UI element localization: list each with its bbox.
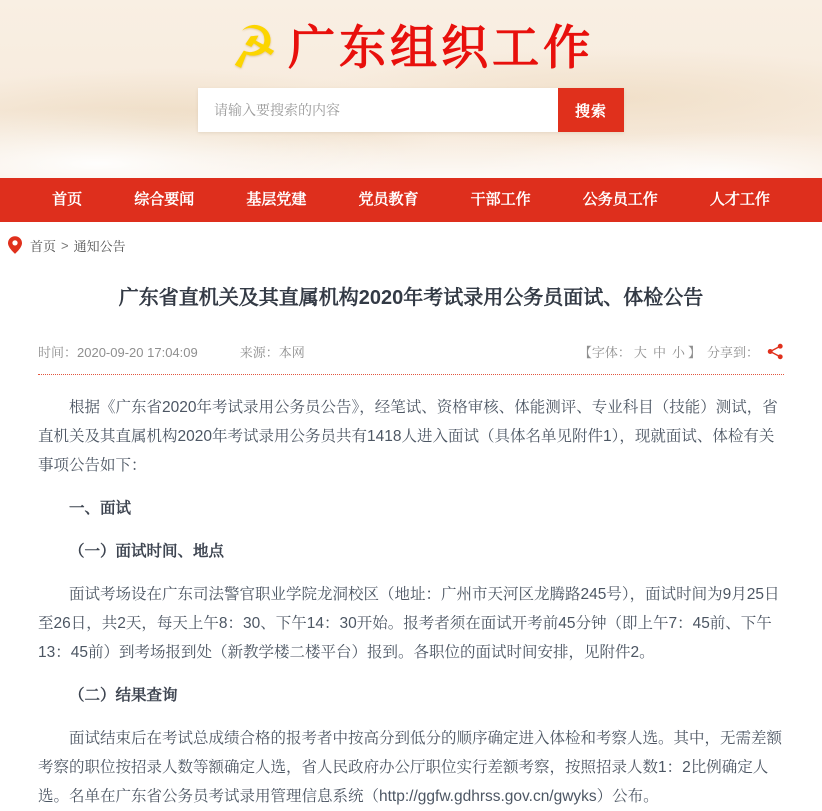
breadcrumb	[0, 222, 822, 256]
article-meta-row	[38, 342, 784, 375]
article	[0, 284, 822, 811]
font-size-large-button[interactable]: 大	[633, 345, 647, 360]
font-block-open: 【字体：	[578, 345, 631, 360]
site-header	[0, 0, 822, 178]
meta-right	[579, 342, 784, 361]
search-input[interactable]	[198, 88, 558, 132]
time-label: 时间：	[38, 345, 78, 360]
time-value: 2020-09-20 17:04:09	[77, 345, 198, 360]
nav-item-member-education[interactable]: 党员教育	[358, 191, 419, 208]
article-body	[38, 393, 784, 811]
section-heading-interview: 一、面试	[69, 500, 132, 517]
search-box	[198, 88, 624, 132]
font-size-control	[579, 342, 701, 361]
main-nav	[0, 178, 822, 222]
paragraph-intro: 根据《广东省2020年考试录用公务员公告》，经笔试、资格审核、体能测评、专业科目（技能）测试，省直机关及其直属机构2020年考试录用公务员共有1418人进入面试（具体名单见附件1），现就面试、体检有关事项公告如下：	[38, 399, 778, 474]
breadcrumb-current[interactable]: 通知公告	[73, 238, 126, 254]
publish-time	[38, 342, 198, 361]
article-title: 广东省直机关及其直属机构2020年考试录用公务员面试、体检公告	[118, 287, 704, 309]
subsection-heading-result-query: （二）结果查询	[69, 687, 178, 704]
breadcrumb-separator: >	[61, 237, 69, 253]
meta-left	[38, 342, 305, 361]
source-label: 来源：	[239, 345, 279, 360]
location-pin-icon	[8, 236, 22, 254]
search-row	[0, 88, 822, 132]
party-emblem-icon: ☭	[223, 11, 283, 84]
nav-item-home[interactable]: 首页	[52, 191, 83, 208]
nav-item-cadre-work[interactable]: 干部工作	[470, 191, 531, 208]
paragraph-result-details: 面试结束后在考试总成绩合格的报考者中按高分到低分的顺序确定进入体检和考察人选。其中，无需差额考察的职位按招录人数等额确定人选，省人民政府办公厅职位实行差额考察，按照招录人数1：2比例确定人选。名单在广东省公务员考试录用管理信息系统（http://ggfw.gdhrss.gov.cn/gwyks）公布。	[38, 730, 783, 805]
subsection-heading-time-place: （一）面试时间、地点	[69, 543, 225, 560]
share-label: 分享到：	[706, 345, 759, 360]
font-block-close: 】	[687, 345, 701, 360]
search-button[interactable]: 搜索	[558, 88, 624, 132]
font-size-small-button[interactable]: 小	[671, 345, 685, 360]
nav-item-grassroots-party-building[interactable]: 基层党建	[246, 191, 307, 208]
nav-item-talent-work[interactable]: 人才工作	[709, 191, 770, 208]
source	[240, 342, 305, 361]
nav-item-general-news[interactable]: 综合要闻	[134, 191, 195, 208]
font-size-medium-button[interactable]: 中	[652, 345, 666, 360]
site-title: 广东组织工作	[288, 21, 595, 74]
nav-item-civil-servant-work[interactable]: 公务员工作	[582, 191, 658, 208]
paragraph-interview-details: 面试考场设在广东司法警官职业学院龙洞校区（地址：广州市天河区龙腾路245号），面试时间为9月25日至26日，共2天，每天上午8：30、下午14：30开始。报考者须在面试开考前45分钟（即上午7：45前、下午13：45前）到考场报到处（新教学楼二楼平台）报到。各职位的面试时间安排，见附件2。	[38, 586, 780, 661]
breadcrumb-home[interactable]: 首页	[30, 238, 57, 254]
share-icon[interactable]	[767, 343, 784, 360]
brand-row	[0, 0, 822, 84]
source-value: 本网	[278, 345, 305, 360]
